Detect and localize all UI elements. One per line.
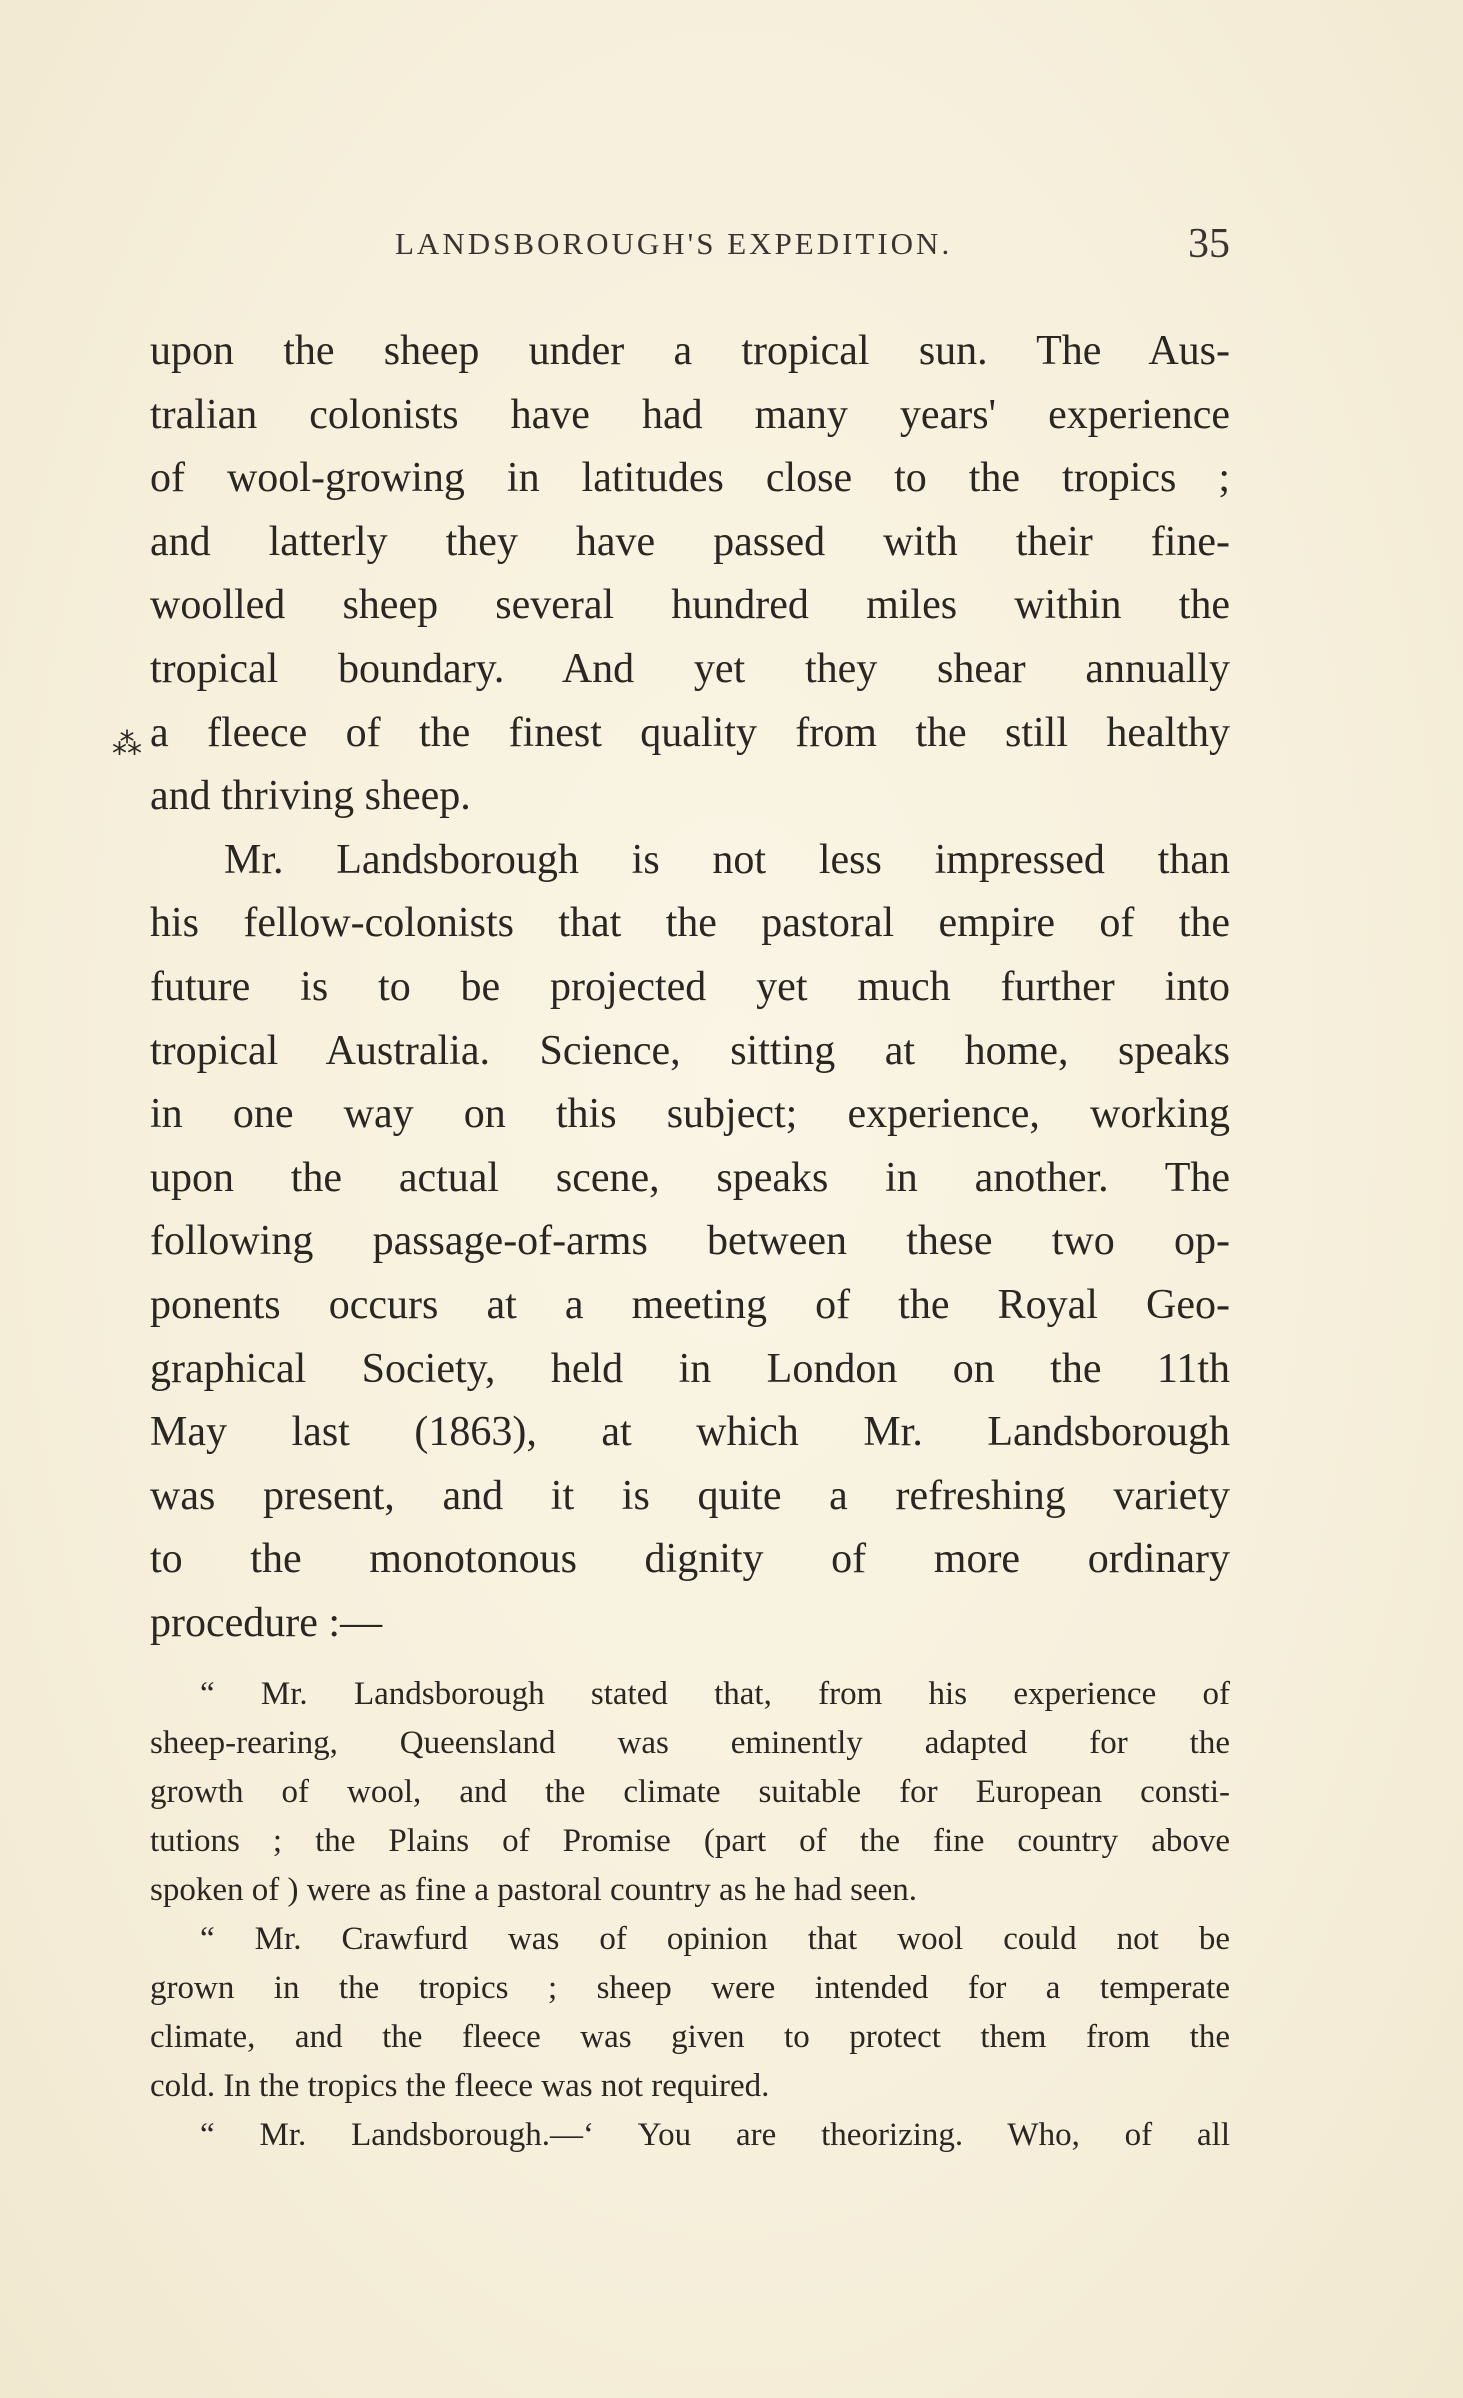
quote-line: “ Mr. Landsborough.—‘ You are theorizing. Who, of all xyxy=(200,2117,1230,2153)
quote-line: climate, and the fleece was given to protect them from the xyxy=(150,2019,1230,2055)
body-line: May last (1863), at which Mr. Landsborough xyxy=(150,1409,1230,1456)
body-line: following passage-of-arms between these two op- xyxy=(150,1218,1230,1265)
body-line: Mr. Landsborough is not less impressed than xyxy=(224,836,1230,883)
quote-line: grown in the tropics ; sheep were intended for a temperate xyxy=(150,1970,1230,2006)
body-line: and latterly they have passed with their fine- xyxy=(150,518,1230,565)
page-header xyxy=(150,218,1230,278)
body-line: future is to be projected yet much further into xyxy=(150,963,1230,1010)
body-line: of wool-growing in latitudes close to the tropics ; xyxy=(150,455,1230,502)
body-line: and thriving sheep. xyxy=(150,773,471,820)
quote-line: cold. In the tropics the fleece was not required. xyxy=(150,2068,770,2104)
body-line: upon the actual scene, speaks in another. The xyxy=(150,1154,1230,1201)
body-line: tralian colonists have had many years' experience xyxy=(150,391,1230,438)
quote-line: tutions ; the Plains of Promise (part of the fine country above xyxy=(150,1823,1230,1859)
body-line: ponents occurs at a meeting of the Royal Geo- xyxy=(150,1281,1230,1328)
body-line: a fleece of the finest quality from the still healthy xyxy=(150,709,1230,756)
running-head: LANDSBOROUGH'S EXPEDITION. xyxy=(395,226,953,261)
quoted-extract xyxy=(150,1670,1230,2160)
body-line: woolled sheep several hundred miles within the xyxy=(150,582,1230,629)
body-line: in one way on this subject; experience, working xyxy=(150,1091,1230,1138)
body-line: procedure :— xyxy=(150,1599,383,1646)
body-line: his fellow-colonists that the pastoral empire of the xyxy=(150,900,1230,947)
body-paragraphs xyxy=(150,320,1230,1655)
quote-line: “ Mr. Crawfurd was of opinion that wool could not be xyxy=(200,1921,1230,1957)
margin-asterism-mark: ⁂ xyxy=(112,727,142,762)
body-line: to the monotonous dignity of more ordinary xyxy=(150,1536,1230,1583)
body-line: upon the sheep under a tropical sun. The Aus- xyxy=(150,328,1230,374)
body-line: graphical Society, held in London on the 11th xyxy=(150,1345,1230,1392)
quote-line: sheep-rearing, Queensland was eminently adapted for the xyxy=(150,1725,1230,1761)
body-line: tropical boundary. And yet they shear annually xyxy=(150,645,1230,692)
quote-line: growth of wool, and the climate suitable for European consti- xyxy=(150,1774,1230,1810)
quote-line: “ Mr. Landsborough stated that, from his experience of xyxy=(200,1676,1230,1712)
page-number: 35 xyxy=(1188,221,1230,267)
body-line: tropical Australia. Science, sitting at home, speaks xyxy=(150,1027,1230,1074)
body-line: was present, and it is quite a refreshing variety xyxy=(150,1472,1230,1519)
quote-line: spoken of ) were as fine a pastoral country as he had seen. xyxy=(150,1872,917,1908)
